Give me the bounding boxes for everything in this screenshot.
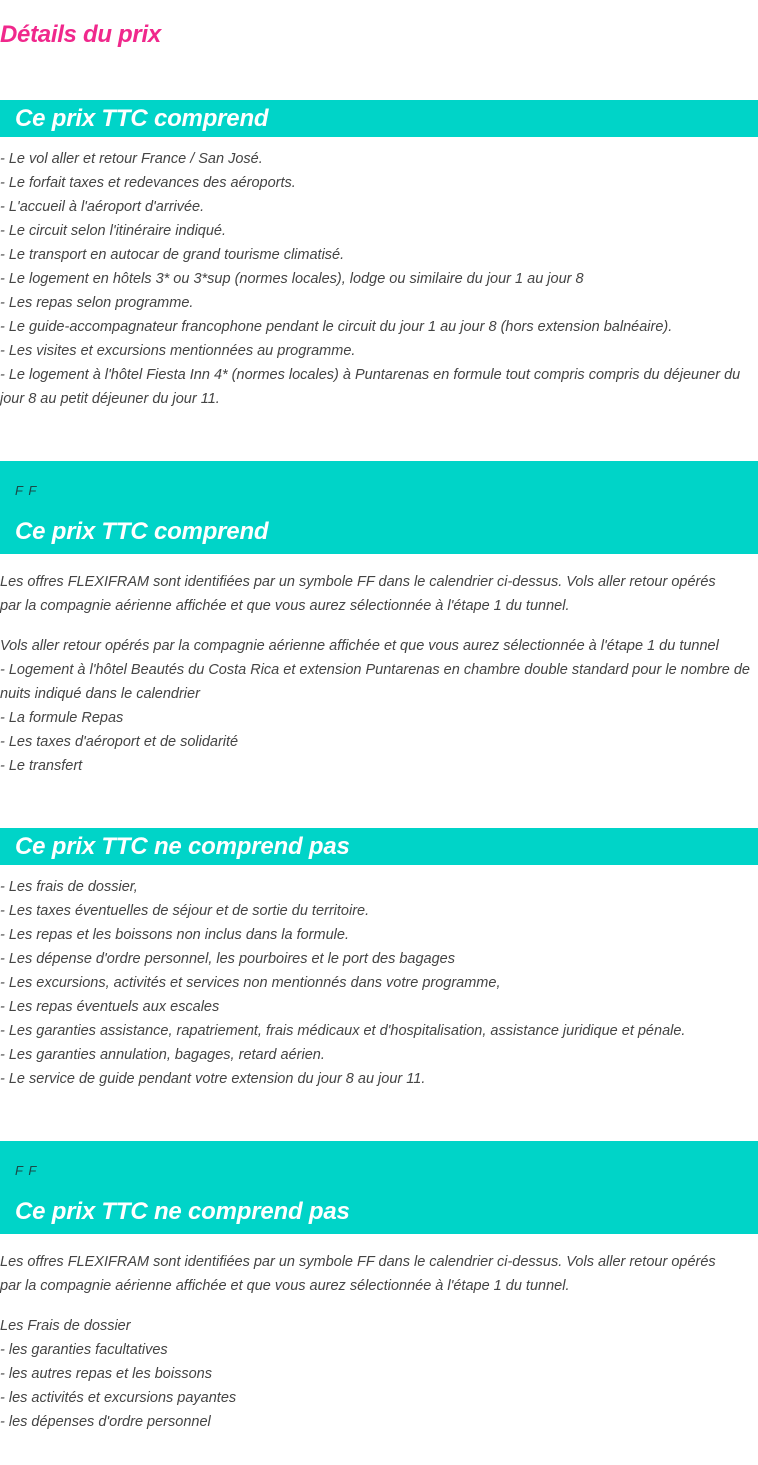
ff-badge: F F [15, 483, 38, 498]
list-item: - Les taxes éventuelles de séjour et de sortie du territoire. [0, 903, 370, 919]
list-item: - Le transport en autocar de grand tourisme climatisé. [0, 247, 345, 263]
list-item: Vols aller retour opérés par la compagnie aérienne affichée et que vous aurez sélectionnée à l'étape 1 du tunnel [0, 638, 719, 654]
excludes-ff-intro: Les offres FLEXIFRAM sont identifiées par un symbole FF dans le calendrier ci-dessus. Vols aller retour opérés par la compagnie aérienne affichée et que vous aurez sélectionnée à l'étape 1 du tunnel. [0, 1254, 716, 1294]
list-item: - Les dépense d'ordre personnel, les pourboires et le port des bagages [0, 951, 455, 967]
list-item: - La formule Repas [0, 710, 124, 726]
list-item: - Le circuit selon l'itinéraire indiqué. [0, 223, 227, 239]
includes-ff-list [0, 634, 755, 778]
list-item: - Les visites et excursions mentionnées au programme. [0, 343, 356, 359]
list-item: - Les garanties assistance, rapatriement, frais médicaux et d'hospitalisation, assistance juridique et pénale. [0, 1023, 686, 1039]
list-item: Les Frais de dossier [0, 1318, 131, 1334]
list-item: - Le service de guide pendant votre extension du jour 8 au jour 11. [0, 1071, 426, 1087]
list-item: - Les frais de dossier, [0, 879, 138, 895]
list-item: - Logement à l'hôtel Beautés du Costa Rica et extension Puntarenas en chambre double standard pour le nombre de nuits indiqué dans le calendrier [0, 662, 750, 702]
excludes-header-band [0, 828, 758, 865]
list-item: - les activités et excursions payantes [0, 1390, 237, 1406]
excludes-ff-header-band [0, 1141, 758, 1234]
list-item: - Les repas selon programme. [0, 295, 194, 311]
list-item: - Les excursions, activités et services non mentionnés dans votre programme, [0, 975, 501, 991]
list-item: - Les taxes d'aéroport et de solidarité [0, 734, 239, 750]
excludes-ff-list [0, 1314, 755, 1434]
list-item: - Le logement à l'hôtel Fiesta Inn 4* (normes locales) à Puntarenas en formule tout compris compris du déjeuner du jour 8 au petit déjeuner du jour 11. [0, 367, 741, 407]
list-item: - les garanties facultatives [0, 1342, 168, 1358]
list-item: - Le transfert [0, 758, 83, 774]
list-item: - Les repas éventuels aux escales [0, 999, 220, 1015]
includes-ff-header-band [0, 461, 758, 554]
excludes-ff-heading: Ce prix TTC ne comprend pas [15, 1198, 350, 1225]
list-item: - Le logement en hôtels 3* ou 3*sup (normes locales), lodge ou similaire du jour 1 au jour 8 [0, 271, 584, 287]
page-title: Détails du prix [0, 21, 161, 48]
excludes-list [0, 875, 755, 1091]
list-item: - Les repas et les boissons non inclus dans la formule. [0, 927, 349, 943]
includes-list [0, 147, 755, 411]
list-item: - les autres repas et les boissons [0, 1366, 212, 1382]
list-item: - Le forfait taxes et redevances des aéroports. [0, 175, 296, 191]
excludes-heading: Ce prix TTC ne comprend pas [15, 833, 350, 860]
list-item: - les dépenses d'ordre personnel [0, 1414, 211, 1430]
includes-header-band [0, 100, 758, 137]
list-item: - L'accueil à l'aéroport d'arrivée. [0, 199, 205, 215]
includes-ff-heading: Ce prix TTC comprend [15, 518, 269, 545]
includes-ff-intro: Les offres FLEXIFRAM sont identifiées par un symbole FF dans le calendrier ci-dessus. Vols aller retour opérés par la compagnie aérienne affichée et que vous aurez sélectionnée à l'étape 1 du tunnel. [0, 574, 716, 614]
ff-badge: F F [15, 1163, 38, 1178]
list-item: - Les garanties annulation, bagages, retard aérien. [0, 1047, 325, 1063]
includes-heading: Ce prix TTC comprend [15, 105, 269, 132]
list-item: - Le vol aller et retour France / San José. [0, 151, 263, 167]
list-item: - Le guide-accompagnateur francophone pendant le circuit du jour 1 au jour 8 (hors extension balnéaire). [0, 319, 673, 335]
